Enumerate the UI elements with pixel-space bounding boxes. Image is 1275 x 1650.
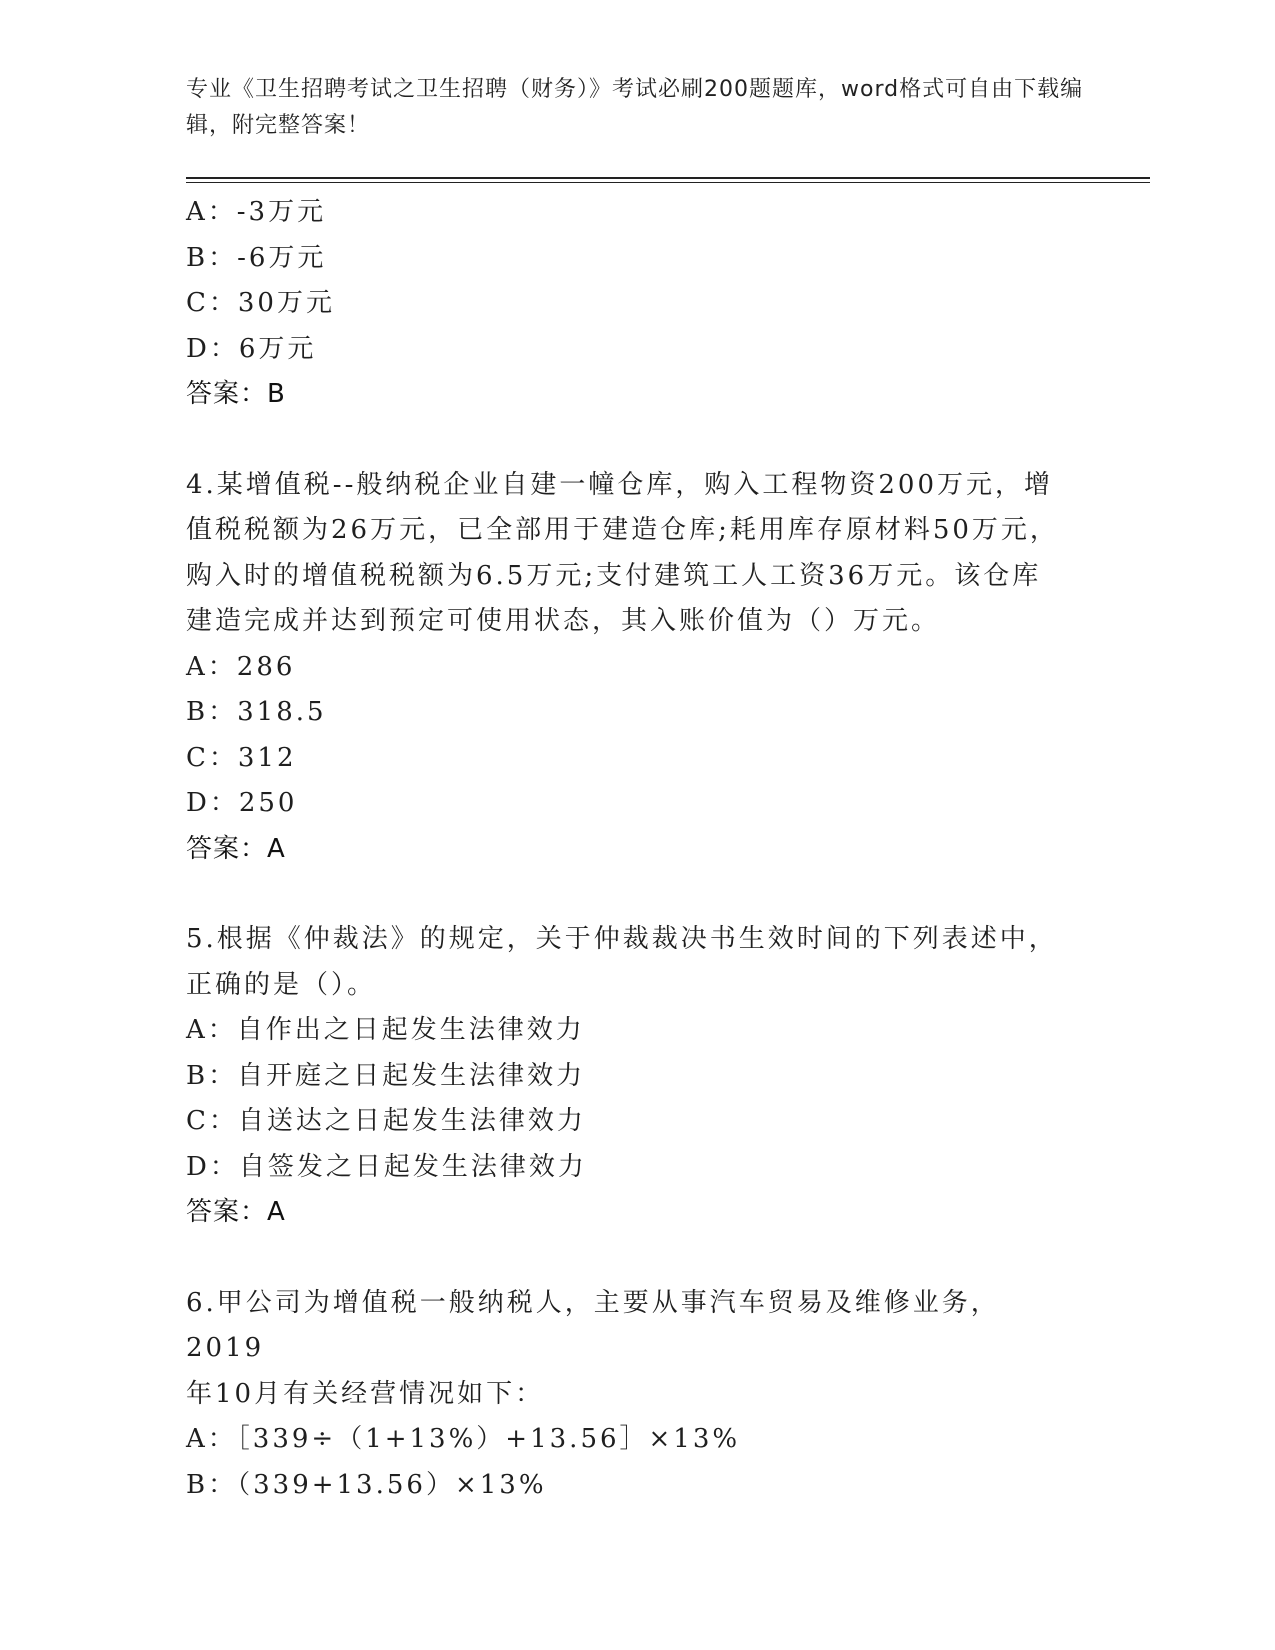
option-b: B：318.5 bbox=[186, 697, 327, 727]
option-a: A：自作出之日起发生法律效力 bbox=[186, 1015, 585, 1045]
question-text-line: 5.根据《仲裁法》的规定，关于仲裁裁决书生效时间的下列表述中， bbox=[186, 924, 1058, 954]
option-d: D：250 bbox=[186, 788, 298, 818]
answer: 答案：A bbox=[186, 1197, 286, 1227]
question-text-line: 值税税额为26万元，已全部用于建造仓库;耗用库存原材料50万元， bbox=[186, 515, 1059, 545]
question-text-line: 4.某增值税--般纳税企业自建一幢仓库，购入工程物资200万元，增 bbox=[186, 469, 1054, 500]
question-text-line: 购入时的增值税税额为6.5万元;支付建筑工人工资36万元。该仓库 bbox=[186, 560, 1042, 591]
question-text-line: 年10月有关经营情况如下： bbox=[186, 1378, 545, 1409]
question-content bbox=[186, 190, 1066, 1508]
option-a: A：［339÷（1+13%）+13.56］×13% bbox=[186, 1424, 741, 1454]
option-d: D：自签发之日起发生法律效力 bbox=[186, 1151, 587, 1182]
option-d: D：6万元 bbox=[186, 333, 317, 364]
question-text-line: 正确的是（）。 bbox=[186, 969, 377, 1000]
option-c: C：自送达之日起发生法律效力 bbox=[186, 1106, 586, 1136]
question-text-line: 建造完成并达到预定可使用状态，其入账价值为（）万元。 bbox=[186, 606, 941, 636]
option-b: B：（339+13.56）×13% bbox=[186, 1469, 547, 1500]
question-4 bbox=[186, 463, 1066, 873]
question-5 bbox=[186, 917, 1066, 1236]
option-b: B：自开庭之日起发生法律效力 bbox=[186, 1060, 586, 1091]
header-divider-thin bbox=[186, 182, 1150, 183]
answer: 答案：A bbox=[186, 833, 286, 864]
header-divider-thick bbox=[186, 177, 1150, 179]
option-c: C：312 bbox=[186, 742, 297, 773]
document-title: 专业《卫生招聘考试之卫生招聘（财务）》考试必刷200题题库，word格式可自由下载编辑，附完整答案！ bbox=[186, 77, 1084, 138]
option-a: A：-3万元 bbox=[186, 197, 327, 227]
answer: 答案：B bbox=[186, 379, 286, 409]
option-b: B：-6万元 bbox=[186, 242, 327, 273]
question-text-line: 6.甲公司为增值税一般纳税人，主要从事汽车贸易及维修业务，2019 bbox=[186, 1287, 1000, 1363]
option-c: C：30万元 bbox=[186, 288, 335, 318]
option-a: A：286 bbox=[186, 651, 296, 682]
question-3 bbox=[186, 190, 1066, 418]
question-6 bbox=[186, 1281, 1066, 1509]
